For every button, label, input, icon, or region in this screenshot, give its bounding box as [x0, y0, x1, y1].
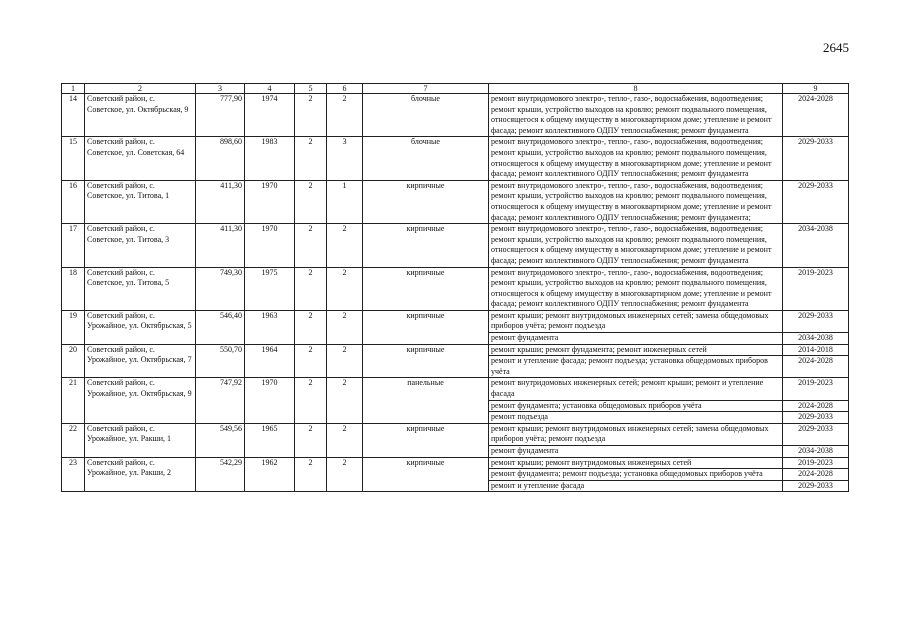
floors-cell: 2 — [295, 423, 327, 457]
table-row — [62, 224, 849, 267]
period-cell: 2029-2033 — [783, 180, 849, 223]
area-cell: 411,30 — [196, 180, 245, 223]
header-cell: 3 — [196, 84, 245, 94]
period-cell: 2029-2033 — [783, 310, 849, 332]
address-cell: Советский район, с. Советское, ул. Советская, 64 — [85, 137, 196, 180]
period-cell: 2034-2038 — [783, 224, 849, 267]
year-cell: 1970 — [245, 180, 295, 223]
table-body — [62, 84, 849, 492]
row-number-cell: 16 — [62, 180, 85, 223]
address-cell: Советский район, с. Советское, ул. Октябрьская, 9 — [85, 94, 196, 137]
floors-cell: 2 — [295, 267, 327, 310]
header-cell: 8 — [489, 84, 783, 94]
period-cell: 2024-2028 — [783, 469, 849, 481]
works-cell: ремонт крыши; ремонт внутридомовых инженерных сетей — [489, 457, 783, 469]
row-number-cell: 19 — [62, 310, 85, 344]
works-cell: ремонт внутридомового электро-, тепло-, газо-, водоснабжения, водоотведения; ремонт крыши, устройство выходов на кровлю; ремонт подвального помещения, относящегося к общему имуществу в многоквартирном доме; утепление и ремонт фасада; ремонт коллективного ОДПУ теплоснабжения; ремонт фундамента; — [489, 180, 783, 223]
address-cell: Советский район, с. Урожайное, ул. Октябрьская, 7 — [85, 344, 196, 378]
works-cell: ремонт фундамента — [489, 446, 783, 458]
header-cell: 2 — [85, 84, 196, 94]
year-cell: 1975 — [245, 267, 295, 310]
period-cell: 2019-2023 — [783, 267, 849, 310]
table-row — [62, 267, 849, 310]
floors-cell: 2 — [295, 137, 327, 180]
row-number-cell: 18 — [62, 267, 85, 310]
period-cell: 2024-2028 — [783, 400, 849, 412]
material-cell: кирпичные — [363, 224, 489, 267]
period-cell: 2029-2033 — [783, 480, 849, 492]
works-cell: ремонт внутридомовых инженерных сетей; ремонт крыши; ремонт и утепление фасада — [489, 378, 783, 400]
table-row — [62, 310, 849, 332]
entrances-cell: 2 — [327, 94, 363, 137]
area-cell: 542,29 — [196, 457, 245, 492]
entrances-cell: 1 — [327, 180, 363, 223]
entrances-cell: 2 — [327, 310, 363, 344]
material-cell: блочные — [363, 137, 489, 180]
area-cell: 898,60 — [196, 137, 245, 180]
header-cell: 5 — [295, 84, 327, 94]
table-row — [62, 378, 849, 400]
row-number-cell: 22 — [62, 423, 85, 457]
material-cell: панельные — [363, 378, 489, 423]
year-cell: 1970 — [245, 378, 295, 423]
row-number-cell: 15 — [62, 137, 85, 180]
table-row — [62, 457, 849, 469]
period-cell: 2019-2023 — [783, 457, 849, 469]
header-row — [62, 84, 849, 94]
material-cell: кирпичные — [363, 310, 489, 344]
address-cell: Советский район, с. Урожайное, ул. Ракши, 2 — [85, 457, 196, 492]
period-cell: 2029-2033 — [783, 137, 849, 180]
year-cell: 1965 — [245, 423, 295, 457]
year-cell: 1962 — [245, 457, 295, 492]
works-cell: ремонт внутридомового электро-, тепло-, газо-, водоснабжения, водоотведения; ремонт крыши, устройство выходов на кровлю; ремонт подвального помещения, относящегося к общему имуществу в многоквартирном доме; утепление и ремонт фасада; ремонт коллективного ОДПУ теплоснабжения; ремонт фундамента — [489, 224, 783, 267]
table-row — [62, 344, 849, 356]
row-number-cell: 20 — [62, 344, 85, 378]
header-cell: 7 — [363, 84, 489, 94]
area-cell: 411,30 — [196, 224, 245, 267]
works-cell: ремонт фундамента — [489, 333, 783, 345]
period-cell: 2019-2023 — [783, 378, 849, 400]
period-cell: 2029-2033 — [783, 423, 849, 445]
capital-repair-table — [61, 83, 849, 492]
area-cell: 777,90 — [196, 94, 245, 137]
works-cell: ремонт крыши; ремонт фундамента; ремонт инженерных сетей — [489, 344, 783, 356]
area-cell: 747,92 — [196, 378, 245, 423]
floors-cell: 2 — [295, 457, 327, 492]
works-cell: ремонт подъезда — [489, 412, 783, 424]
works-cell: ремонт внутридомового электро-, тепло-, газо-, водоснабжения, водоотведения; ремонт крыши, устройство выходов на кровлю; ремонт подвального помещения, относящегося к общему имуществу в многоквартирном доме; утепление и ремонт фасада; ремонт коллективного ОДПУ теплоснабжения; ремонт фундамента — [489, 94, 783, 137]
floors-cell: 2 — [295, 94, 327, 137]
floors-cell: 2 — [295, 344, 327, 378]
year-cell: 1974 — [245, 94, 295, 137]
entrances-cell: 2 — [327, 378, 363, 423]
row-number-cell: 23 — [62, 457, 85, 492]
header-cell: 1 — [62, 84, 85, 94]
works-cell: ремонт крыши; ремонт внутридомовых инженерных сетей; замена общедомовых приборов учёта; ремонт подъезда — [489, 310, 783, 332]
table-row — [62, 423, 849, 445]
entrances-cell: 3 — [327, 137, 363, 180]
material-cell: кирпичные — [363, 457, 489, 492]
floors-cell: 2 — [295, 180, 327, 223]
year-cell: 1970 — [245, 224, 295, 267]
address-cell: Советский район, с. Советское, ул. Титова, 3 — [85, 224, 196, 267]
address-cell: Советский район, с. Советское, ул. Титова, 1 — [85, 180, 196, 223]
table-row — [62, 180, 849, 223]
entrances-cell: 2 — [327, 267, 363, 310]
works-cell: ремонт фундамента; установка общедомовых приборов учёта — [489, 400, 783, 412]
material-cell: блочные — [363, 94, 489, 137]
material-cell: кирпичные — [363, 180, 489, 223]
works-cell: ремонт и утепление фасада — [489, 480, 783, 492]
row-number-cell: 21 — [62, 378, 85, 423]
material-cell: кирпичные — [363, 267, 489, 310]
material-cell: кирпичные — [363, 423, 489, 457]
floors-cell: 2 — [295, 378, 327, 423]
header-cell: 4 — [245, 84, 295, 94]
entrances-cell: 2 — [327, 457, 363, 492]
floors-cell: 2 — [295, 224, 327, 267]
period-cell: 2014-2018 — [783, 344, 849, 356]
period-cell: 2034-2038 — [783, 333, 849, 345]
works-cell: ремонт внутридомового электро-, тепло-, газо-, водоснабжения, водоотведения; ремонт крыши, устройство выходов на кровлю; ремонт подвального помещения, относящегося к общему имуществу в многоквартирном доме; утепление и ремонт фасада; ремонт коллективного ОДПУ теплоснабжения; ремонт фундамента — [489, 137, 783, 180]
address-cell: Советский район, с. Урожайное, ул. Октябрьская, 5 — [85, 310, 196, 344]
row-number-cell: 14 — [62, 94, 85, 137]
period-cell: 2029-2033 — [783, 412, 849, 424]
works-cell: ремонт фундамента; ремонт подъезда; установка общедомовых приборов учёта — [489, 469, 783, 481]
entrances-cell: 2 — [327, 224, 363, 267]
row-number-cell: 17 — [62, 224, 85, 267]
year-cell: 1964 — [245, 344, 295, 378]
table-row — [62, 137, 849, 180]
entrances-cell: 2 — [327, 344, 363, 378]
works-cell: ремонт и утепление фасада; ремонт подъезда; установка общедомовых приборов учёта — [489, 356, 783, 378]
header-cell: 6 — [327, 84, 363, 94]
works-cell: ремонт крыши; ремонт внутридомовых инженерных сетей; замена общедомовых приборов учёта; ремонт подъезда — [489, 423, 783, 445]
header-cell: 9 — [783, 84, 849, 94]
period-cell: 2024-2028 — [783, 356, 849, 378]
table-row — [62, 94, 849, 137]
material-cell: кирпичные — [363, 344, 489, 378]
page-number: 2645 — [823, 40, 849, 55]
address-cell: Советский район, с. Урожайное, ул. Ракши, 1 — [85, 423, 196, 457]
entrances-cell: 2 — [327, 423, 363, 457]
year-cell: 1963 — [245, 310, 295, 344]
floors-cell: 2 — [295, 310, 327, 344]
address-cell: Советский район, с. Советское, ул. Титова, 5 — [85, 267, 196, 310]
area-cell: 549,56 — [196, 423, 245, 457]
period-cell: 2024-2028 — [783, 94, 849, 137]
area-cell: 749,30 — [196, 267, 245, 310]
period-cell: 2034-2038 — [783, 446, 849, 458]
address-cell: Советский район, с. Урожайное, ул. Октябрьская, 9 — [85, 378, 196, 423]
area-cell: 546,40 — [196, 310, 245, 344]
works-cell: ремонт внутридомового электро-, тепло-, газо-, водоснабжения, водоотведения; ремонт крыши, устройство выходов на кровлю; ремонт подвального помещения, относящегося к общему имуществу в многоквартирном доме; утепление и ремонт фасада; ремонт коллективного ОДПУ теплоснабжения; ремонт фундамента — [489, 267, 783, 310]
year-cell: 1983 — [245, 137, 295, 180]
area-cell: 550,70 — [196, 344, 245, 378]
